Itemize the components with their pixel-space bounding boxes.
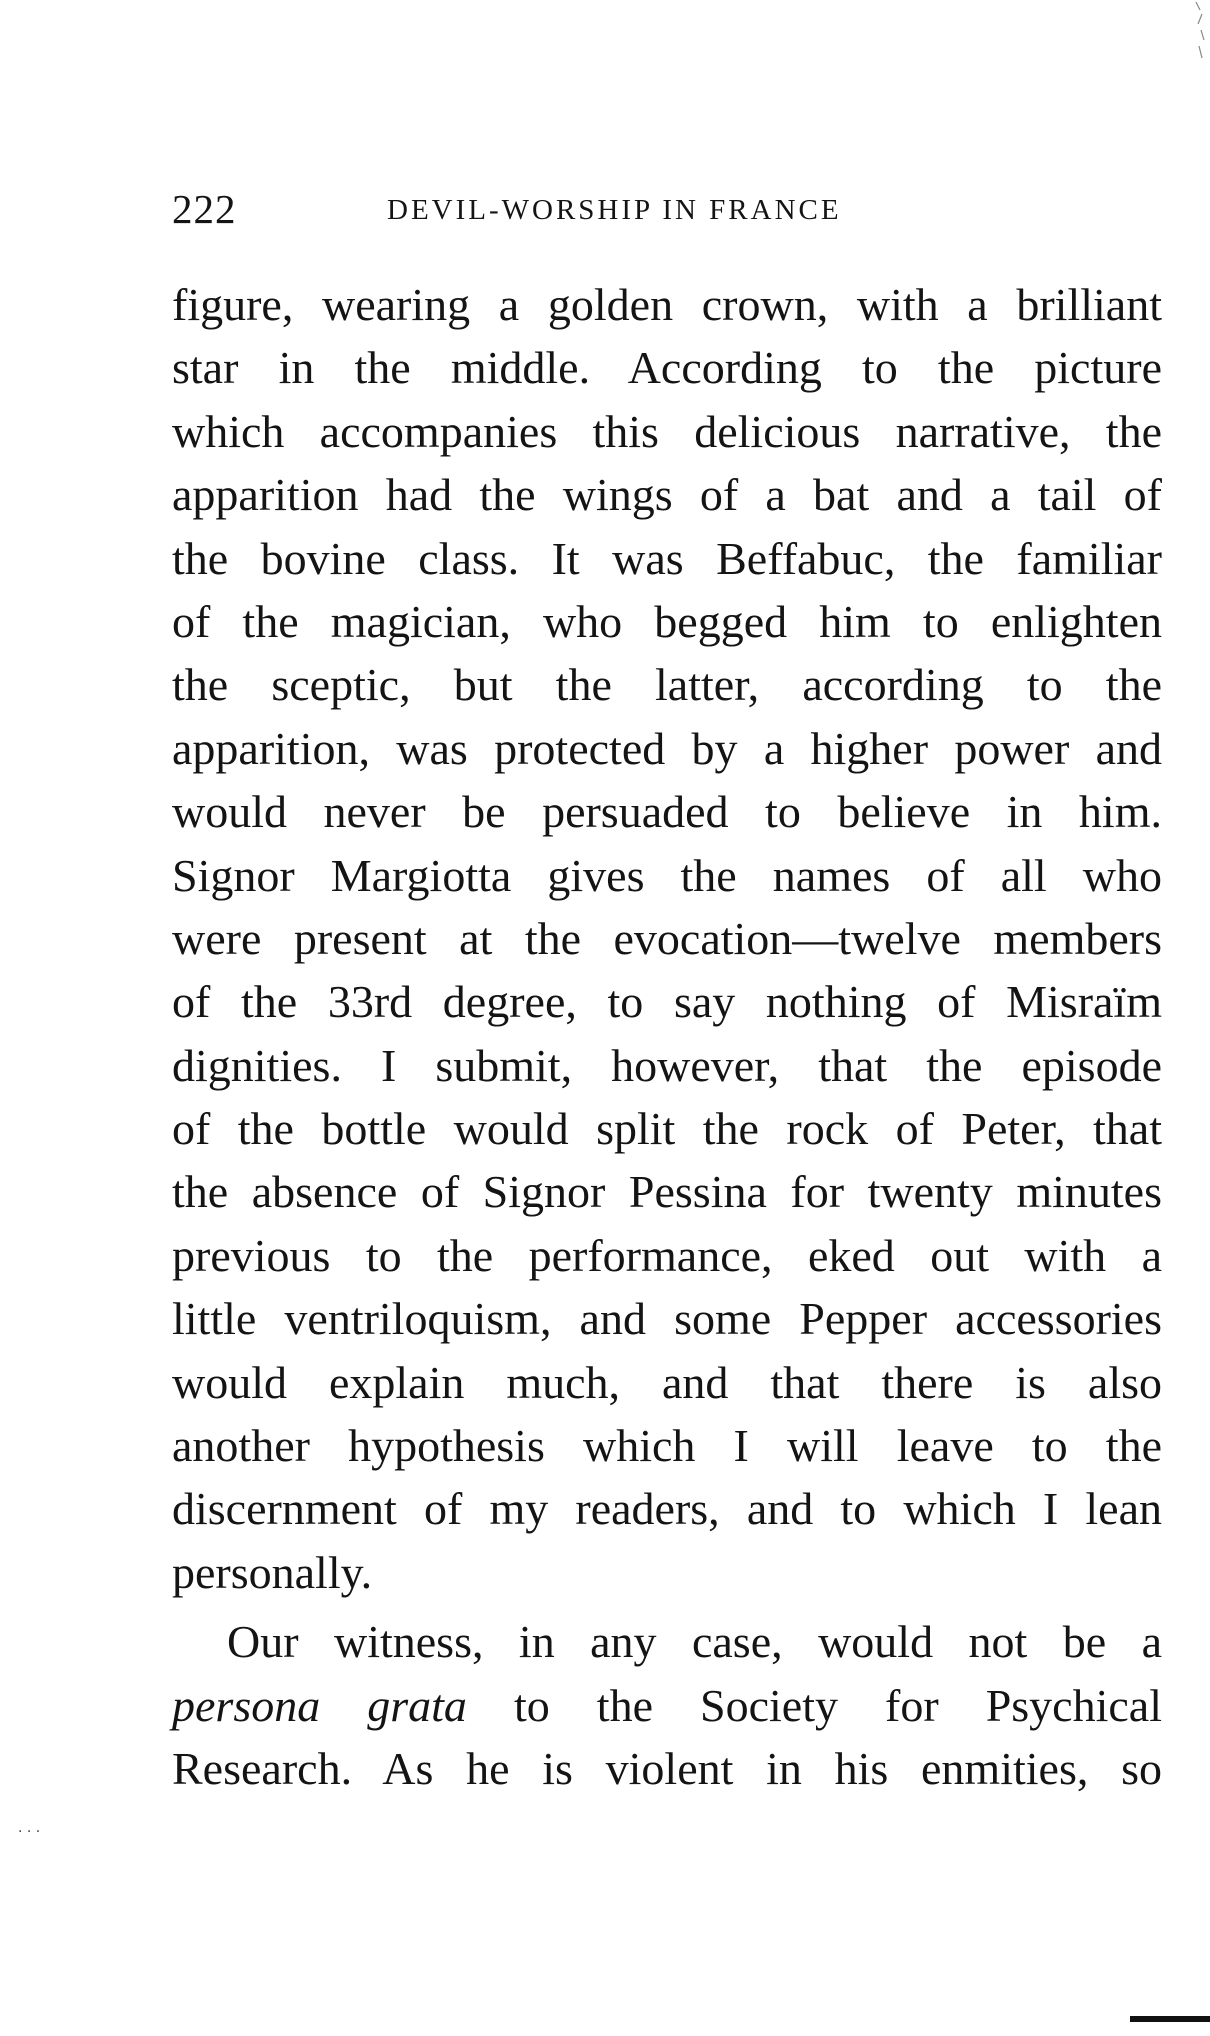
text-line: another hypothesis which I will leave to the: [172, 1420, 1162, 1472]
text-line: dignities. I submit, however, that the episode: [172, 1039, 1162, 1091]
text-line: Signor Margiotta gives the names of all who: [172, 849, 1162, 901]
text-line: the absence of Signor Pessina for twenty minutes: [172, 1166, 1162, 1218]
text-line: discernment of my readers, and to which I lean: [172, 1483, 1162, 1535]
text-line: star in the middle. According to the picture: [172, 342, 1162, 394]
text-line: [172, 1674, 1162, 1737]
paragraph-2: [172, 1610, 1162, 1800]
text-line: would never be persuaded to believe in him.: [172, 786, 1162, 838]
text-line: Our witness, in any case, would not be a: [227, 1616, 1162, 1668]
text-line: of the magician, who begged him to enlighten: [172, 595, 1162, 647]
page-corner-mark: [1130, 2016, 1210, 2022]
text-line: were present at the evocation—twelve members: [172, 912, 1162, 964]
running-head: [172, 184, 1162, 234]
italic-phrase: persona grata: [172, 1679, 467, 1731]
text-line: personally.: [172, 1546, 373, 1598]
text-line: would explain much, and that there is also: [172, 1356, 1162, 1408]
margin-dots: . . .: [18, 1820, 41, 1836]
text-line: previous to the performance, eked out with a: [172, 1229, 1162, 1281]
text-line: of the bottle would split the rock of Peter, that: [172, 1103, 1162, 1155]
text-line: apparition had the wings of a bat and a tail of: [172, 469, 1162, 521]
text-line: little ventriloquism, and some Pepper accessories: [172, 1293, 1162, 1345]
text-line: Research. As he is violent in his enmities, so: [172, 1742, 1162, 1794]
paragraph-1: [172, 273, 1162, 1604]
page-number: 222: [172, 186, 237, 232]
body-text: [172, 273, 1162, 1800]
running-title: DEVIL-WORSHIP IN FRANCE: [387, 194, 842, 226]
page-edge-mark: [1190, 0, 1210, 80]
text-line: which accompanies this delicious narrative, the: [172, 405, 1162, 457]
text-line: the sceptic, but the latter, according to the: [172, 659, 1162, 711]
text-line: the bovine class. It was Beffabuc, the familiar: [172, 532, 1162, 584]
text-line: figure, wearing a golden crown, with a brilliant: [172, 279, 1162, 330]
text-line: of the 33rd degree, to say nothing of Misraïm: [172, 976, 1162, 1028]
text-run: to the Society for Psychical: [466, 1679, 1162, 1731]
text-line: apparition, was protected by a higher power and: [172, 722, 1162, 774]
